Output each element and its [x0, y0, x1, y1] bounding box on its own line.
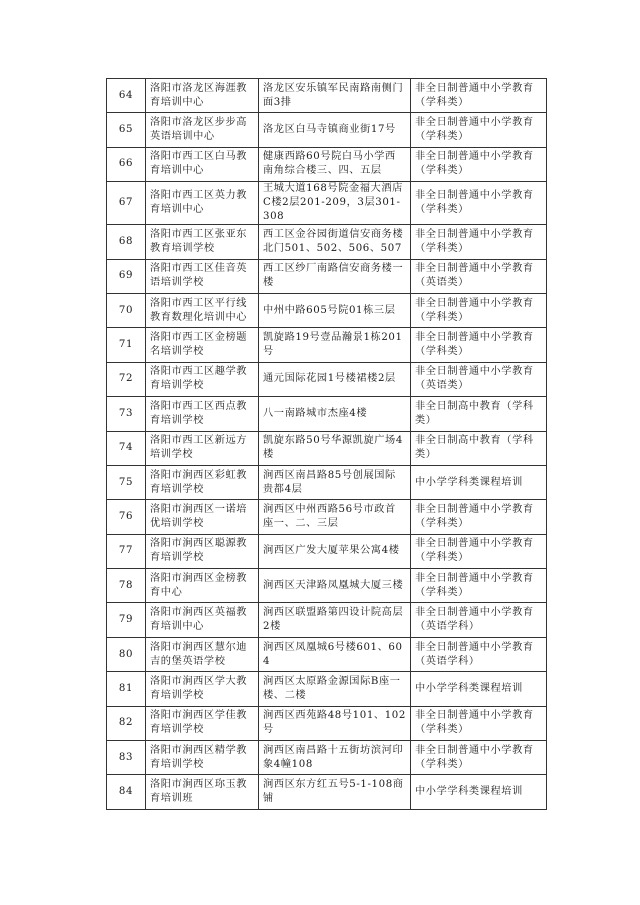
- institution-name: 洛阳市涧西区聪源教育培训学校: [146, 534, 259, 568]
- education-type: 非全日制普通中小学教育（英语类）: [411, 362, 547, 396]
- institution-name: 洛阳市涧西区金榜教育中心: [146, 569, 259, 603]
- table-row: [107, 741, 547, 775]
- row-number: 65: [107, 113, 146, 147]
- institution-name: 洛阳市西工区西点教育培训学校: [146, 397, 259, 431]
- institution-name: 洛阳市涧西区英福教育培训中心: [146, 603, 259, 637]
- table-row: [107, 569, 547, 603]
- institution-address: 涧西区联盟路第四设计院高层2楼: [259, 603, 411, 637]
- education-type: 非全日制普通中小学教育（英语学科）: [411, 603, 547, 637]
- institution-name: 洛阳市洛龙区海涯教育培训中心: [146, 79, 259, 113]
- institution-name: 洛阳市涧西区学大教育培训学校: [146, 672, 259, 706]
- institution-address: 凯旋东路50号华源凯旋广场4楼: [259, 431, 411, 465]
- row-number: 64: [107, 79, 146, 113]
- education-type: 非全日制普通中小学教育（学科类）: [411, 500, 547, 534]
- institution-address: 中州中路605号院01栋三层: [259, 293, 411, 327]
- education-type: 中小学学科类课程培训: [411, 465, 547, 499]
- institution-name: 洛阳市西工区英力教育培训中心: [146, 182, 259, 225]
- institution-name: 洛阳市涧西区精学教育培训学校: [146, 741, 259, 775]
- table-row: [107, 706, 547, 740]
- table-row: [107, 431, 547, 465]
- row-number: 67: [107, 182, 146, 225]
- table-row: [107, 182, 547, 225]
- institution-address: 西工区金谷园街道信安商务楼北门501、502、506、507: [259, 225, 411, 259]
- education-type: 非全日制普通中小学教育（英语类）: [411, 259, 547, 293]
- table-row: [107, 293, 547, 327]
- education-type: 非全日制普通中小学教育（学科类）: [411, 225, 547, 259]
- education-type: 非全日制普通中小学教育（学科类）: [411, 182, 547, 225]
- education-type: 非全日制普通中小学教育（英语学科）: [411, 637, 547, 671]
- institution-table: [106, 78, 547, 810]
- table-row: [107, 362, 547, 396]
- education-type: 非全日制普通中小学教育（学科类）: [411, 147, 547, 181]
- row-number: 80: [107, 637, 146, 671]
- institution-address: 健康西路60号院白马小学西南角综合楼三、四、五层: [259, 147, 411, 181]
- institution-name: 洛阳市涧西区一诺培优培训学校: [146, 500, 259, 534]
- institution-name: 洛阳市西工区张亚东教育培训学校: [146, 225, 259, 259]
- institution-name: 洛阳市洛龙区步步高英语培训中心: [146, 113, 259, 147]
- row-number: 83: [107, 741, 146, 775]
- table-row: [107, 113, 547, 147]
- table-row: [107, 259, 547, 293]
- education-type: 非全日制普通中小学教育（学科类）: [411, 79, 547, 113]
- table-row: [107, 147, 547, 181]
- table-row: [107, 328, 547, 362]
- education-type: 非全日制高中教育（学科类）: [411, 397, 547, 431]
- education-type: 非全日制普通中小学教育（学科类）: [411, 741, 547, 775]
- row-number: 75: [107, 465, 146, 499]
- institution-name: 洛阳市西工区趣学教育培训学校: [146, 362, 259, 396]
- row-number: 66: [107, 147, 146, 181]
- education-type: 非全日制普通中小学教育（学科类）: [411, 113, 547, 147]
- table-row: [107, 500, 547, 534]
- institution-address: 通元国际花园1号楼裙楼2层: [259, 362, 411, 396]
- table-row: [107, 225, 547, 259]
- education-type: 非全日制高中教育（学科类）: [411, 431, 547, 465]
- institution-name: 洛阳市西工区平行线教育数理化培训中心: [146, 293, 259, 327]
- institution-address: 涧西区天津路凤凰城大厦三楼: [259, 569, 411, 603]
- institution-address: 八一南路城市杰座4楼: [259, 397, 411, 431]
- institution-address: 涧西区凤凰城6号楼601、604: [259, 637, 411, 671]
- table-row: [107, 397, 547, 431]
- row-number: 79: [107, 603, 146, 637]
- table-body: [107, 79, 547, 810]
- institution-address: 洛龙区安乐镇军民南路南侧门面3排: [259, 79, 411, 113]
- education-type: 中小学学科类课程培训: [411, 672, 547, 706]
- table-row: [107, 775, 547, 809]
- row-number: 82: [107, 706, 146, 740]
- row-number: 70: [107, 293, 146, 327]
- row-number: 69: [107, 259, 146, 293]
- education-type: 非全日制普通中小学教育（学科类）: [411, 569, 547, 603]
- row-number: 71: [107, 328, 146, 362]
- institution-name: 洛阳市西工区白马教育培训中心: [146, 147, 259, 181]
- institution-name: 洛阳市涧西区彩虹教育培训学校: [146, 465, 259, 499]
- table-row: [107, 637, 547, 671]
- row-number: 68: [107, 225, 146, 259]
- row-number: 78: [107, 569, 146, 603]
- table-row: [107, 465, 547, 499]
- row-number: 72: [107, 362, 146, 396]
- institution-address: 涧西区西苑路48号101、102号: [259, 706, 411, 740]
- institution-name: 洛阳市西工区佳音英语培训学校: [146, 259, 259, 293]
- table-row: [107, 672, 547, 706]
- institution-address: 涧西区南昌路十五街坊滨河印象4幢108: [259, 741, 411, 775]
- institution-name: 洛阳市涧西区学佳教育培训学校: [146, 706, 259, 740]
- institution-name: 洛阳市涧西区珎玉教育培训班: [146, 775, 259, 809]
- row-number: 77: [107, 534, 146, 568]
- row-number: 74: [107, 431, 146, 465]
- table-row: [107, 603, 547, 637]
- education-type: 中小学学科类课程培训: [411, 775, 547, 809]
- institution-address: 凯旋路19号壹品瀚景1栋201号: [259, 328, 411, 362]
- table-row: [107, 534, 547, 568]
- row-number: 81: [107, 672, 146, 706]
- institution-address: 王城大道168号院金福大酒店C楼2层201-209，3层301-308: [259, 182, 411, 225]
- institution-address: 涧西区东方红五号5-1-108商铺: [259, 775, 411, 809]
- table-row: [107, 79, 547, 113]
- institution-address: 涧西区太原路金源国际B座一楼、二楼: [259, 672, 411, 706]
- row-number: 73: [107, 397, 146, 431]
- education-type: 非全日制普通中小学教育（学科类）: [411, 706, 547, 740]
- education-type: 非全日制普通中小学教育（学科类）: [411, 328, 547, 362]
- institution-name: 洛阳市西工区新远方培训学校: [146, 431, 259, 465]
- institution-address: 涧西区广发大厦苹果公寓4楼: [259, 534, 411, 568]
- row-number: 84: [107, 775, 146, 809]
- institution-address: 洛龙区白马寺镇商业街17号: [259, 113, 411, 147]
- institution-address: 涧西区南昌路85号创展国际贵都4层: [259, 465, 411, 499]
- institution-name: 洛阳市涧西区慧尔迪吉的堡英语学校: [146, 637, 259, 671]
- education-type: 非全日制普通中小学教育（学科类）: [411, 293, 547, 327]
- row-number: 76: [107, 500, 146, 534]
- institution-address: 西工区纱厂南路信安商务楼一楼: [259, 259, 411, 293]
- education-type: 非全日制普通中小学教育（学科类）: [411, 534, 547, 568]
- institution-name: 洛阳市西工区金榜题名培训学校: [146, 328, 259, 362]
- institution-address: 涧西区中州西路56号市政首座一、二、三层: [259, 500, 411, 534]
